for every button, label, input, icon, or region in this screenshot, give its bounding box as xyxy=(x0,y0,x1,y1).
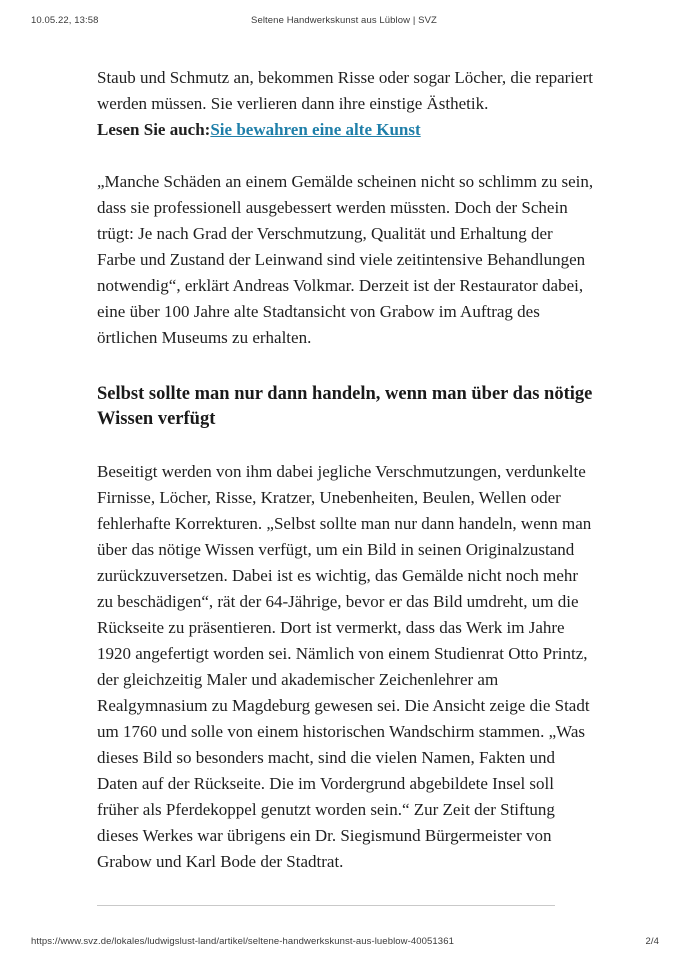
print-header-title: Seltene Handwerkskunst aus Lüblow | SVZ xyxy=(251,15,437,26)
read-also-link[interactable]: Sie bewahren eine alte Kunst xyxy=(210,120,421,139)
read-also-label: Lesen Sie auch: xyxy=(97,120,211,139)
article-body xyxy=(97,65,594,901)
article-paragraph-1: Staub und Schmutz an, bekommen Risse oder sogar Löcher, die repariert werden müssen. Sie verlieren dann ihre einstige Ästhetik. xyxy=(97,68,593,113)
print-footer-url: https://www.svz.de/lokales/ludwigslust-land/artikel/seltene-handwerkskunst-aus-lueblow-40051361 xyxy=(31,936,454,947)
article-subheading: Selbst sollte man nur dann handeln, wenn man über das nötige Wissen verfügt xyxy=(97,384,593,429)
article-paragraph-2: „Manche Schäden an einem Gemälde scheinen nicht so schlimm zu sein, dass sie professionell ausgebessert werden müssten. Doch der Schein trügt: Je nach Grad der Verschmutzung, Qualität und Erhaltung der Farbe und Zustand der Leinwand sind viele zeitintensive Behandlungen notwendig“, erklärt Andreas Volkmar. Derzeit ist der Restaurator dabei, eine über 100 Jahre alte Stadtansicht von Grabow im Auftrag des örtlichen Museums zu erhalten. xyxy=(97,172,594,347)
article-paragraph-3: Beseitigt werden von ihm dabei jegliche Verschmutzungen, verdunkelte Firnisse, Löcher, Risse, Kratzer, Unebenheiten, Beulen, Wellen oder fehlerhafte Korrekturen. „Selbst sollte man nur dann handeln, wenn man über das nötige Wissen verfügt, um ein Bild in seinen Originalzustand zurückzuversetzen. Dabei ist es wichtig, das Gemälde nicht noch mehr zu beschädigen“, rät der 64-Jährige, bevor er das Bild umdreht, um die Rückseite zu präsentieren. Dort ist vermerkt, dass das Werk im Jahre 1920 angefertigt worden sei. Nämlich von einem Studienrat Otto Printz, der gleichzeitig Maler und akademischer Zeichenlehrer am Realgymnasium zu Magdeburg gewesen sei. Die Ansicht zeige die Stadt um 1760 und solle von einem historischen Wandschirm stammen. „Was dieses Bild so besonders macht, sind die vielen Namen, Fakten und Daten auf der Rückseite. Die im Vordergrund abgebildete Insel soll früher als Pferdekoppel genutzt worden sein.“ Zur Zeit der Stiftung dieses Werkes war übrigens ein Dr. Siegismund Bürgermeister von Grabow und Karl Bode der Stadtrat. xyxy=(97,462,592,871)
footer-divider xyxy=(97,905,555,906)
print-footer-page-indicator: 2/4 xyxy=(645,936,659,947)
print-header-datetime: 10.05.22, 13:58 xyxy=(31,15,99,26)
read-also-line xyxy=(97,117,594,143)
